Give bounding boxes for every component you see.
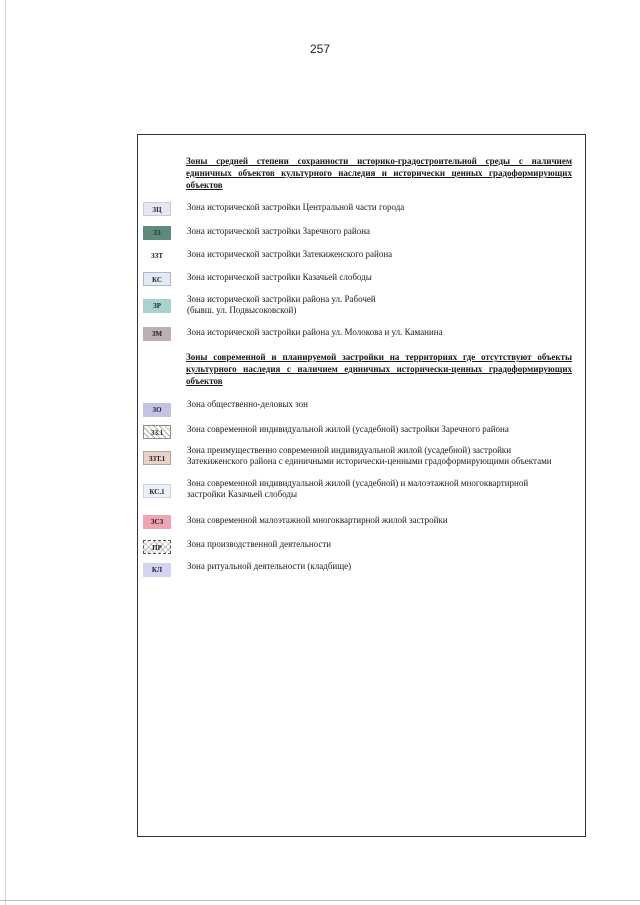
legend-label-ks1-line1: Зона современной индивидуальной жилой (усадебной) и малоэтажной многоквартирной (187, 478, 529, 488)
legend-label-ks1-line2: застройки Казачьей слободы (187, 489, 298, 499)
legend-swatch-zzt: ЗЗТ (143, 249, 171, 263)
legend-label-kl: Зона ритуальной деятельности (кладбище) (187, 561, 352, 571)
page-edge (5, 0, 6, 905)
legend-swatch-zr: ЗР (143, 299, 171, 313)
legend-swatch-zz: ЗЗ (143, 226, 171, 240)
page-number: 257 (309, 42, 331, 56)
legend-swatch-zzt1: ЗЗТ.1 (143, 451, 171, 465)
legend-label-zo: Зона общественно-деловых зон (187, 399, 308, 409)
legend-swatch-kl: КЛ (143, 563, 171, 577)
legend-label-ks1 (187, 478, 577, 500)
legend-label-zzt: Зона исторической застройки Затекиженского района (187, 249, 393, 259)
legend-label-zr (187, 294, 577, 316)
legend-label-zr-line2: (бывш. ул. Подвысоковской) (187, 305, 297, 315)
page-edge-bottom (0, 900, 640, 901)
legend-swatch-zc: ЗЦ (143, 202, 171, 216)
legend-swatch-zm: ЗМ (143, 327, 171, 341)
legend-label-pr: Зона производственной деятельности (187, 539, 332, 549)
legend-swatch-ks: КС (143, 272, 171, 286)
legend-label-zz1: Зона современной индивидуальной жилой (усадебной) застройки Заречного района (187, 424, 509, 434)
legend-swatch-zsz: ЗСЗ (143, 515, 171, 529)
legend-swatch-pr: ПР (143, 540, 171, 554)
legend-label-zr-line1: Зона исторической застройки района ул. Рабочей (187, 294, 376, 304)
legend-label-zz: Зона исторической застройки Заречного района (187, 226, 371, 236)
legend-label-zsz: Зона современной малоэтажной многоквартирной жилой застройки (187, 515, 448, 525)
legend-swatch-zz1: ЗЗ.1 (143, 425, 171, 439)
section-heading-modern: Зоны современной и планируемой застройки на территориях где отсутствуют объекты культурного наследия с наличием единичных исторически-ценных градоформирующих объектов (186, 352, 572, 386)
legend-swatch-zo: ЗО (143, 403, 171, 417)
legend-label-zm: Зона исторической застройки района ул. Молокова и ул. Каманина (187, 327, 443, 337)
legend-label-zc: Зона исторической застройки Центральной части города (187, 202, 405, 212)
legend-label-zzt1-line2: Затекиженского района с единичными исторически-ценными градоформирующими объектами (187, 456, 552, 466)
legend-label-zzt1 (187, 445, 577, 467)
legend-label-zzt1-line1: Зона преимущественно современной индивидуальной жилой (усадебной) застройки (187, 445, 512, 455)
legend-label-ks: Зона исторической застройки Казачьей слободы (187, 272, 372, 282)
legend-swatch-ks1: КС.1 (143, 484, 171, 498)
section-heading-historical: Зоны средней степени сохранности историко-градостроительной среды с наличием единичных объектов культурного наследия и исторически ценных градоформирующих объектов (186, 156, 572, 190)
